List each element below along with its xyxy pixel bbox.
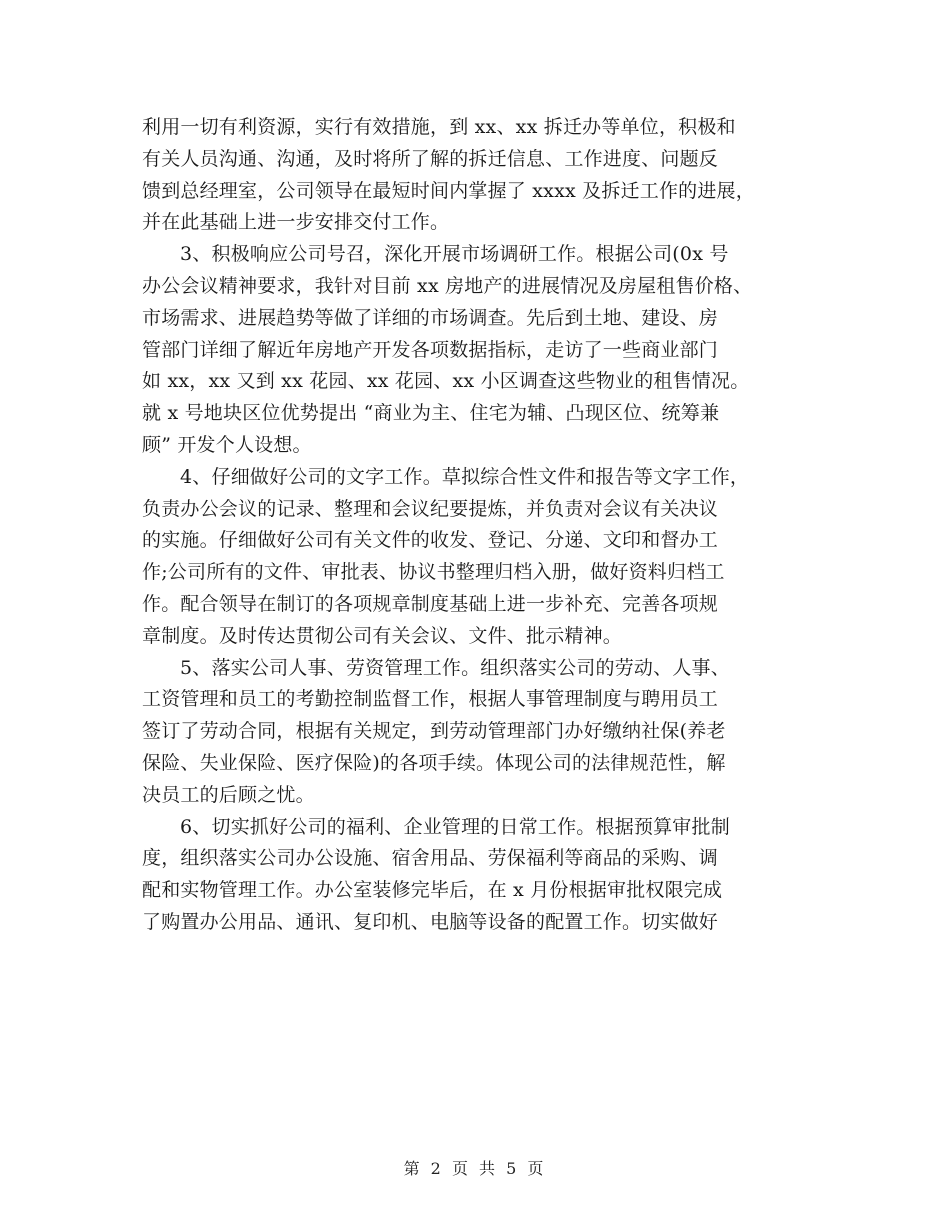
text-line: 作;公司所有的文件、审批表、协议书整理归档入册，做好资料归档工	[142, 561, 725, 584]
text-line: 管部门详细了解近年房地产开发各项数据指标，走访了一些商业部门	[142, 338, 719, 361]
text-line: 保险、失业保险、医疗保险)的各项手续。体现公司的法律规范性，解	[142, 751, 726, 774]
text-line: 签订了劳动合同，根据有关规定，到劳动管理部门办好缴纳社保(养老	[142, 720, 726, 743]
text-line: 馈到总经理室，公司领导在最短时间内掌握了 xxxx 及拆迁工作的进展，	[142, 179, 755, 202]
paragraph-start-line: 5、落实公司人事、劳资管理工作。组织落实公司的劳动、人事、	[180, 656, 730, 679]
text-line: 顾” 开发个人设想。	[142, 433, 312, 456]
text-line: 配和实物管理工作。办公室装修完毕后，在 x 月份根据审批权限完成	[142, 879, 723, 902]
text-line: 有关人员沟通、沟通，及时将所了解的拆迁信息、工作进度、问题反	[142, 147, 719, 170]
text-line: 的实施。仔细做好公司有关文件的收发、登记、分递、文印和督办工	[142, 529, 719, 552]
text-line: 度，组织落实公司办公设施、宿舍用品、劳保福利等商品的采购、调	[142, 847, 719, 870]
text-line: 就 x 号地块区位优势提出 “商业为主、住宅为辅、凸现区位、统筹兼	[142, 402, 720, 425]
text-line: 决员工的后顾之忧。	[142, 783, 315, 806]
document-body	[142, 112, 822, 939]
paragraph-start-line: 6、切实抓好公司的福利、企业管理的日常工作。根据预算审批制	[180, 815, 730, 838]
text-line: 利用一切有利资源，实行有效措施，到 xx、xx 拆迁办等单位，积极和	[142, 116, 736, 138]
text-line: 负责办公会议的记录、整理和会议纪要提炼，并负责对会议有关决议	[142, 497, 719, 520]
paragraph-start-line: 4、仔细做好公司的文字工作。草拟综合性文件和报告等文字工作，	[180, 465, 750, 488]
text-line: 办公会议精神要求，我针对目前 xx 房地产的进展情况及房屋租售价格、	[142, 274, 753, 297]
text-line: 作。配合领导在制订的各项规章制度基础上进一步补充、完善各项规	[142, 592, 719, 615]
paragraph-start-line: 3、积极响应公司号召，深化开展市场调研工作。根据公司(0x 号	[180, 243, 729, 266]
text-line: 了购置办公用品、通讯、复印机、电脑等设备的配置工作。切实做好	[142, 910, 719, 933]
page-number-footer: 第 2 页 共 5 页	[403, 1159, 547, 1178]
text-line: 并在此基础上进一步安排交付工作。	[142, 211, 450, 234]
text-line: 工资管理和员工的考勤控制监督工作，根据人事管理制度与聘用员工	[142, 688, 719, 711]
text-line: 章制度。及时传达贯彻公司有关会议、文件、批示精神。	[142, 624, 623, 647]
text-line: 市场需求、进展趋势等做了详细的市场调查。先后到土地、建设、房	[142, 306, 719, 329]
text-line: 如 xx，xx 又到 xx 花园、xx 花园、xx 小区调查这些物业的租售情况。	[142, 370, 750, 393]
